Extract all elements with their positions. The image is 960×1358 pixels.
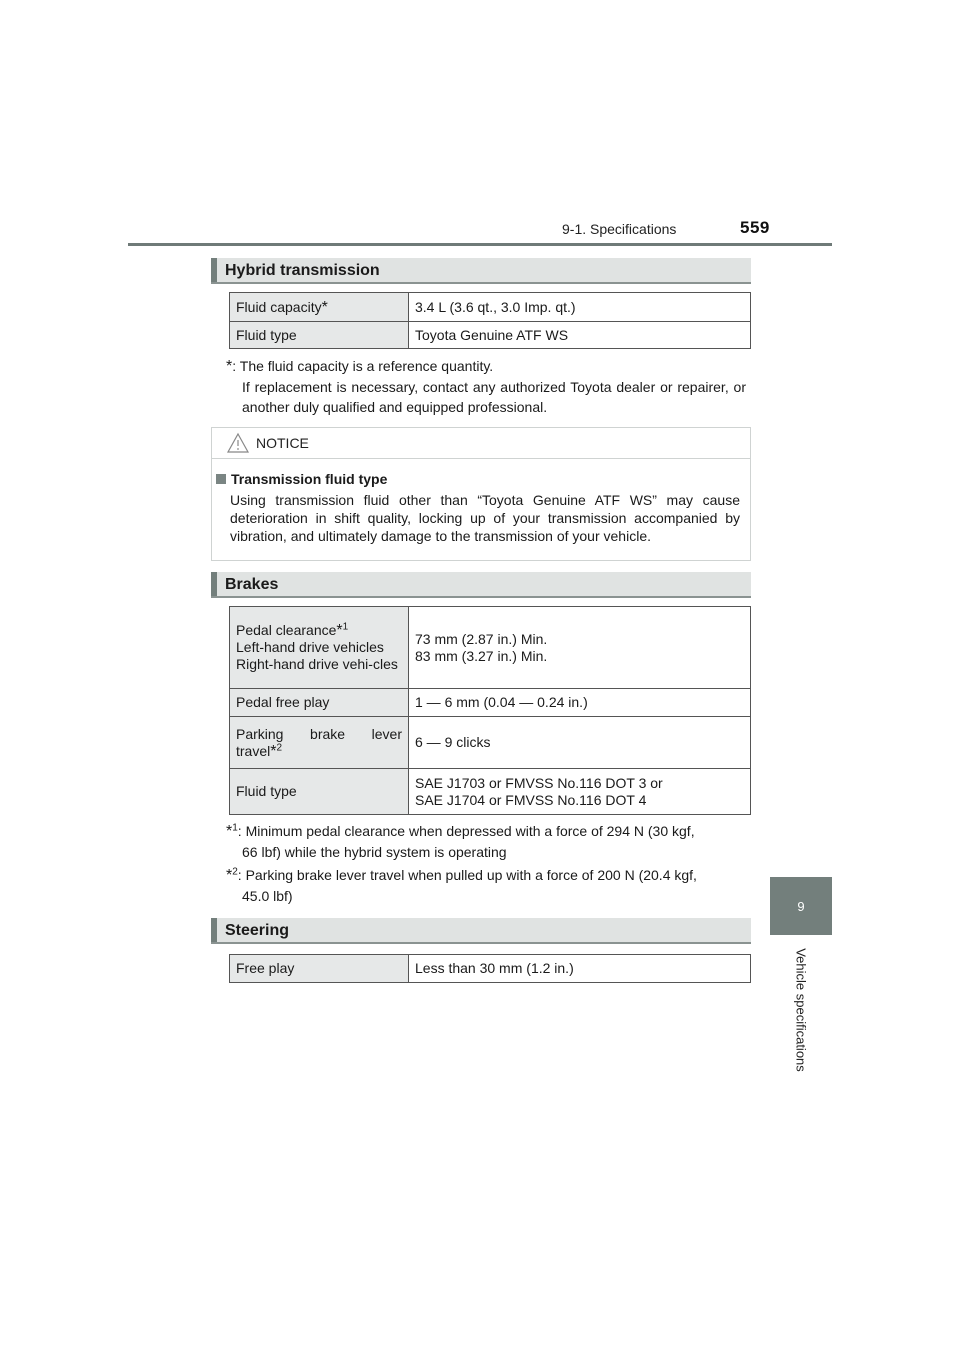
notice-box	[211, 427, 751, 561]
chapter-tab	[770, 877, 832, 935]
table-row	[230, 955, 751, 983]
chapter-number: 9	[797, 898, 805, 914]
row-value: Less than 30 mm (1.2 in.)	[409, 955, 751, 983]
row-value: 1 — 6 mm (0.04 — 0.24 in.)	[409, 689, 751, 717]
table-row	[230, 689, 751, 717]
row-label: Fluid capacity*	[230, 293, 409, 322]
section-title: 9-1. Specifications	[562, 221, 677, 237]
header-rule	[128, 243, 832, 246]
notice-text: Using transmission fluid other than “Toyota Genuine ATF WS” may cause deterioration in shift quality, locking up of your transmission accompanied by vibration, and ultimately damage to the transmission of your vehicle.	[230, 492, 740, 544]
section-heading-steering: Steering	[211, 918, 751, 944]
table-row	[230, 293, 751, 322]
row-value: Toyota Genuine ATF WS	[409, 322, 751, 349]
table-row	[230, 769, 751, 815]
row-value: 73 mm (2.87 in.) Min. 83 mm (3.27 in.) Min.	[409, 607, 751, 689]
row-value: SAE J1703 or FMVSS No.116 DOT 3 or SAE J1704 or FMVSS No.116 DOT 4	[409, 769, 751, 815]
table-row	[230, 322, 751, 349]
row-value: 3.4 L (3.6 qt., 3.0 Imp. qt.)	[409, 293, 751, 322]
footnote-parking-brake: *$^2$: Parking brake lever travel when pulled up with a force of 200 N (20.4 kgf, 45.0 lbf)	[226, 866, 697, 904]
footnote-pedal-clearance: *$^1$: Minimum pedal clearance when depressed with a force of 294 N (30 kgf, 66 lbf) while the hybrid system is operating	[226, 822, 695, 860]
row-label: Free play	[230, 955, 409, 983]
chapter-title: Vehicle specifications	[793, 948, 809, 1072]
row-label: Pedal clearance*$^1$ Left-hand drive vehicles Right-hand drive vehi-cles	[230, 607, 409, 689]
notice-label: NOTICE	[256, 435, 309, 451]
row-label: Fluid type	[230, 322, 409, 349]
steering-table	[229, 954, 751, 983]
row-value: 6 — 9 clicks	[409, 717, 751, 769]
square-bullet-icon	[216, 474, 226, 484]
section-heading-hybrid-transmission: Hybrid transmission	[211, 258, 751, 284]
footnote-fluid-capacity: *: The fluid capacity is a reference quantity. If replacement is necessary, contact any authorized Toyota dealer or repairer, or another duly qualified and equipped professional.	[226, 358, 746, 415]
notice-subtitle: Transmission fluid type	[216, 471, 387, 487]
section-heading-brakes: Brakes	[211, 572, 751, 598]
table-row	[230, 717, 751, 769]
row-label: Parking brake lever travel*$^2$	[230, 717, 409, 769]
warning-triangle-icon	[226, 432, 250, 454]
brakes-table	[229, 606, 751, 815]
hybrid-transmission-table	[229, 292, 751, 349]
table-row	[230, 607, 751, 689]
page-number: 559	[740, 218, 770, 237]
row-label: Pedal free play	[230, 689, 409, 717]
row-label: Fluid type	[230, 769, 409, 815]
